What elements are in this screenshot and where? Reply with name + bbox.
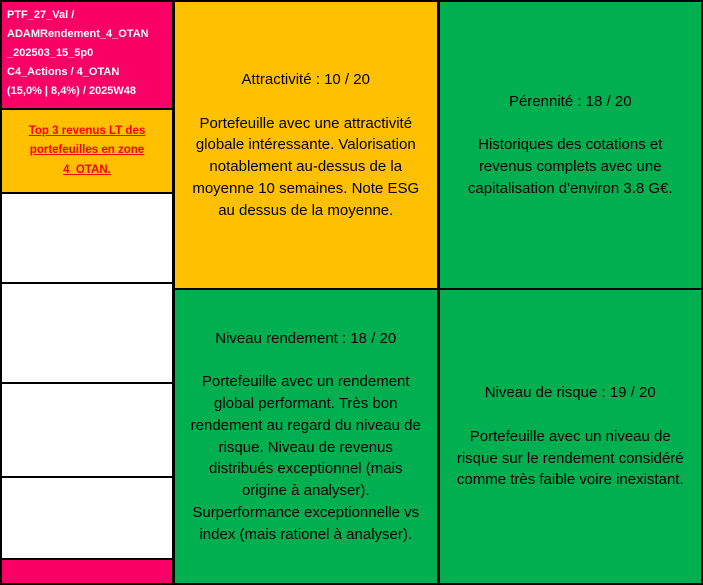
right-column [440,2,702,583]
portfolio-id-line-4: C4_Actions / 4_OTAN [7,65,120,78]
top3-label: Top 3 revenus LT des portefeuilles en zone 4_OTAN. [28,124,146,176]
portfolio-id-cell [2,2,172,108]
top3-label-cell [2,110,172,192]
left-column [2,2,172,583]
risque-body: Portefeuille avec un niveau de risque sur le rendement considéré comme très faible voire inexistant. [456,427,684,489]
portfolio-id-line-1: PTF_27_Val / [7,9,75,21]
bottom-pink-strip [2,560,172,583]
attractivite-cell [175,2,437,288]
empty-row-2 [2,284,172,382]
attractivite-title: Attractivité : 10 / 20 [241,70,370,88]
middle-column [175,2,437,583]
perennite-cell [440,2,702,288]
perennite-title: Pérennité : 18 / 20 [508,92,632,110]
portfolio-id-line-5: (15,0% | 8,4%) / 2025W48 [7,84,137,97]
rendement-body: Portefeuille avec un rendement global performant. Très bon rendement au regard du niveau de risque. Niveau de revenus distribués exceptionnel (mais origine à analyser). Surperformance exceptionnelle vs index (mais rationel à analyser). [190,373,421,543]
risque-title: Niveau de risque : 19 / 20 [484,384,656,401]
portfolio-id-line-2: ADAMRendement_4_OTAN [7,27,149,40]
portfolio-id-line-3: _202503_15_5p0 [7,46,94,59]
attractivite-body: Portefeuille avec une attractivité globale intéressante. Valorisation notablement au-dessus de la moyenne 10 semaines. Note ESG au dessus de la moyenne. [192,114,420,219]
empty-row-3 [2,384,172,476]
risque-cell [440,290,702,583]
perennite-body: Historiques des cotations et revenus complets avec une capitalisation d'environ 3.8 G€. [467,136,673,197]
empty-row-1 [2,194,172,282]
rendement-title: Niveau rendement : 18 / 20 [215,329,397,347]
empty-row-4 [2,478,172,558]
rendement-cell [175,290,437,583]
